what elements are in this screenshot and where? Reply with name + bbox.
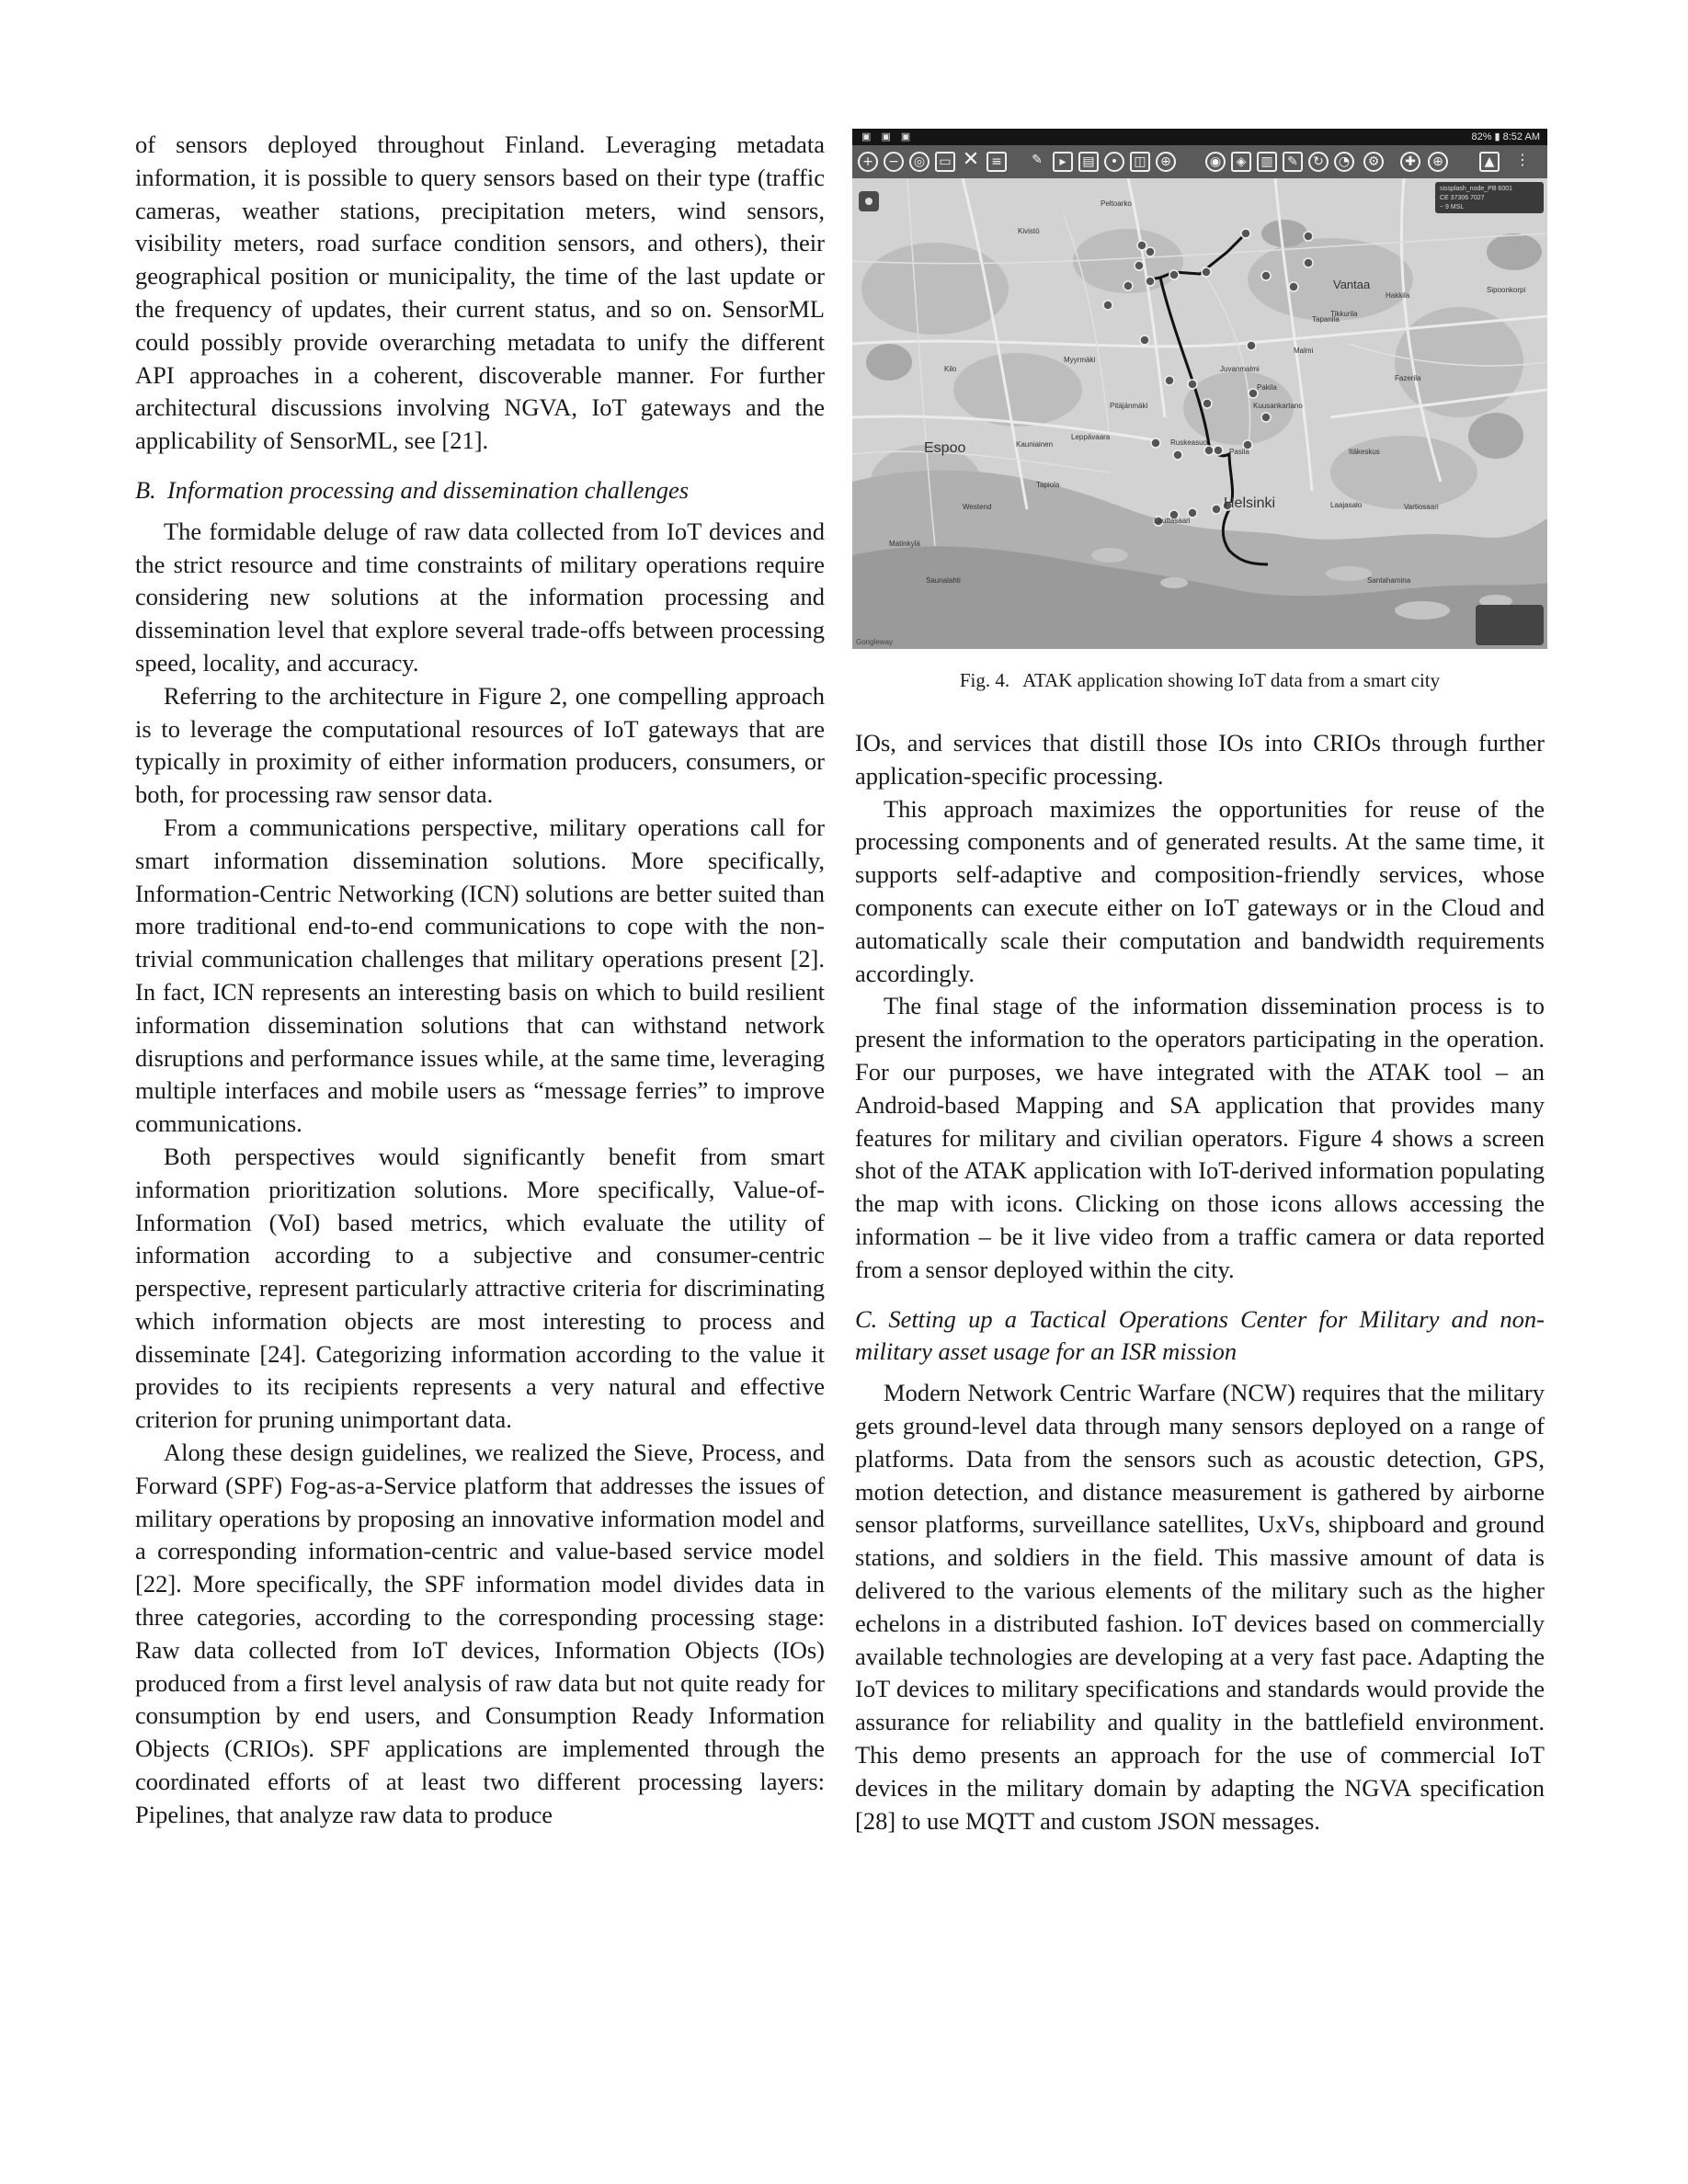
globe-icon[interactable]: ◉	[1205, 152, 1226, 172]
navigate-icon[interactable]: ⊕	[1428, 152, 1448, 172]
left-column	[135, 129, 825, 1832]
map-label: Lauttasaari	[1154, 517, 1191, 525]
map-label: Tapanila	[1312, 315, 1340, 324]
map-side-panel[interactable]	[1476, 605, 1544, 645]
map-label-espoo: Espoo	[924, 440, 966, 456]
map-label: Saunalahti	[926, 576, 961, 585]
paragraph: From a communications perspective, military operations call for smart information dissemination solutions. More specifically, Information-Centric Networking (ICN) solutions are better suited than more traditional end-to-end communications to cope with the non-trivial communication challenges that military operations present [2]. In fact, ICN represents an interesting basis on which to build resilient information dissemination solutions that can withstand network disruptions and performance issues while, at the same time, leveraging multiple interfaces and mobile users as “message ferries” to improve communications.	[135, 813, 825, 1138]
map-label: Matinkylä	[889, 540, 920, 548]
camera-icon[interactable]: ◔	[1334, 152, 1354, 172]
caption-text: ATAK application showing IoT data from a smart city	[1022, 669, 1441, 691]
map-label: Santahamina	[1367, 576, 1411, 585]
paragraph: This approach maximizes the opportunities for reuse of the processing components and of generated results. At the same time, it supports self-adaptive and composition-friendly services, whose components can execute either on IoT gateways or in the Cloud and automatically scale their computation and bandwidth requirements accordingly.	[855, 794, 1545, 987]
section-number: C.	[855, 1304, 878, 1333]
info-line: ~ 9 MSL	[1440, 204, 1465, 210]
compass-icon[interactable]: ✚	[1400, 152, 1420, 172]
section-heading-c	[855, 1303, 1545, 1370]
info-line: sissplash_node_PB 6001	[1440, 186, 1513, 192]
map-label: Peltoarko	[1101, 199, 1132, 208]
route-icon[interactable]: ↻	[1308, 152, 1329, 172]
map-view[interactable]	[852, 178, 1547, 649]
section-number: B.	[135, 475, 156, 504]
atak-toolbar	[852, 145, 1547, 178]
map-label: Kauniainen	[1016, 440, 1054, 449]
target-icon[interactable]: ⊕	[1156, 152, 1176, 172]
figure-caption	[855, 669, 1545, 692]
map-label: Fazerila	[1395, 374, 1421, 382]
paragraph: IOs, and services that distill those IOs into CRIOs through further application-specific processing.	[855, 729, 1545, 790]
status-time: 82% ▮ 8:52 AM	[1471, 131, 1540, 142]
map-label: Tapiola	[1036, 481, 1060, 489]
more-menu-icon[interactable]: ⋮	[1515, 151, 1530, 168]
map-label: Kuusankartano	[1253, 402, 1303, 410]
map-label: Pasila	[1229, 448, 1249, 456]
map-label: Tikkurila	[1330, 310, 1358, 318]
close-icon[interactable]: ✕	[962, 148, 980, 171]
menu-icon[interactable]: ≡	[987, 152, 1007, 172]
map-label: Leppävaara	[1071, 433, 1111, 441]
self-marker-info-box[interactable]	[1435, 182, 1544, 213]
caption-label: Fig. 4.	[959, 669, 1010, 691]
map-label: Malmi	[1294, 347, 1314, 355]
section-title: Setting up a Tactical Operations Center for Military and non-military asset usage for an ISR mission	[855, 1304, 1545, 1366]
paragraph: Referring to the architecture in Figure 2, one compelling approach is to leverage the computational resources of IoT gateways that are typically in proximity of either information producers, consumers, or both, for processing raw sensor data.	[135, 681, 825, 809]
paragraph: The formidable deluge of raw data collected from IoT devices and the strict resource and time constraints of military operations require considering new solutions at the information processing and dissemination level that explore several trade-offs between processing speed, locality, and accuracy.	[135, 517, 825, 677]
status-bar	[852, 129, 1547, 145]
zoom-out-icon[interactable]: −	[884, 152, 904, 172]
section-title: Information processing and dissemination challenges	[166, 475, 690, 504]
locate-icon[interactable]: ◎	[909, 152, 930, 172]
map-icon[interactable]: ▥	[1257, 152, 1277, 172]
status-icons: ▣ ▣ ▣	[861, 131, 915, 142]
paragraph: The final stage of the information dissemination process is to present the information to the operators participating in the operation. For our purposes, we have integrated with the ATAK tool – an Android-based Mapping and SA application that provides many features for military and civilian operators. Figure 4 shows a screen shot of the ATAK application with IoT-derived information populating the map with icons. Clicking on those icons allows accessing the information – be it live video from a traffic camera or data reported from a sensor deployed within the city.	[855, 992, 1545, 1283]
stack-icon[interactable]: ◈	[1231, 152, 1251, 172]
atak-screenshot-figure	[852, 129, 1547, 649]
map-label: Hakkila	[1386, 291, 1410, 300]
map-label-helsinki: Helsinki	[1224, 495, 1276, 511]
map-label: Myyrmäki	[1064, 356, 1096, 364]
map-label: Pitäjänmäki	[1110, 402, 1148, 410]
map-label: Westend	[963, 503, 992, 511]
map-label: Sipoonkorpi	[1487, 286, 1526, 294]
zoom-in-icon[interactable]: +	[858, 152, 878, 172]
paragraph: Along these design guidelines, we realized the Sieve, Process, and Forward (SPF) Fog-as-a-Service platform that addresses the issues of military operations by proposing an innovative information model and a corresponding information-centric and value-based service model [22]. More specifically, the SPF information model divides data in three categories, according to the corresponding processing stage: Raw data collected from IoT devices, Information Objects (IOs) produced from a first level analysis of raw data but not quite ready for consumption by end users, and Consumption Ready Information Objects (CRIOs). SPF applications are implemented through the coordinated efforts of at least two different processing layers: Pipelines, that analyze raw data to produce	[135, 1439, 825, 1828]
layers-icon[interactable]: ▤	[1078, 152, 1099, 172]
video-icon[interactable]: ▸	[1053, 152, 1073, 172]
map-label: Kivistö	[1018, 227, 1040, 235]
map-label: Itäkeskus	[1349, 448, 1380, 456]
paragraph: Modern Network Centric Warfare (NCW) requires that the military gets ground-level data through many sensors deployed on a range of platforms. Data from the sensors such as acoustic detection, GPS, motion detection, and distance measurement is gathered by airborne sensor platforms, surveillance satellites, UxVs, shipboard and ground stations, and soldiers in the field. This massive amount of data is delivered to the various elements of the military such as the higher echelons in a distributed fashion. IoT devices based on commercially available technologies are developing at a very fast pace. Adapting the IoT devices to military specifications and standards would provide the assurance for reliability and quality in the battlefield environment. This demo presents an approach for the use of commercial IoT devices in the military domain by adapting the NGVA specification [28] to use MQTT and custom JSON messages.	[855, 1379, 1545, 1835]
map-attribution: Gongleway	[856, 638, 894, 646]
settings-icon[interactable]: ⚙	[1363, 152, 1384, 172]
map-label: Kilo	[944, 365, 957, 373]
image-icon[interactable]: ▲	[1479, 152, 1500, 172]
paragraph: Both perspectives would significantly benefit from smart information prioritization solutions. More specifically, Value-of-Information (VoI) based metrics, which evaluate the utility of information according to a subjective and consumer-centric perspective, represent particularly attractive criteria for discriminating which information objects are most interesting to process and disseminate [24]. Categorizing information according to the value it provides to its recipients represents a very natural and effective criterion for pruning unimportant data.	[135, 1142, 825, 1434]
map-label: Vartiosaari	[1404, 503, 1439, 511]
draw-icon[interactable]: ✎	[1032, 153, 1043, 167]
north-compass-icon[interactable]	[859, 191, 879, 211]
right-column	[855, 129, 1545, 1837]
info-line: CE 37306 7027	[1440, 195, 1485, 201]
map-label-vantaa: Vantaa	[1333, 278, 1371, 291]
map-label: Laajasalo	[1330, 501, 1363, 509]
folder-icon[interactable]: ▭	[935, 152, 955, 172]
edit-icon[interactable]: ✎	[1283, 152, 1303, 172]
overlay-icon[interactable]: ◫	[1130, 152, 1150, 172]
paragraph: of sensors deployed throughout Finland. Leveraging metadata information, it is possible to query sensors based on their type (traffic cameras, weather stations, precipitation meters, wind sensors, visibility meters, road surface condition sensors, and others), their geographical position or municipality, the time of the last update or the frequency of updates, their current status, and so on. SensorML could possibly provide overarching metadata to unify the different API approaches in a coherent, discoverable manner. For further architectural discussions involving NGVA, IoT gateways and the applicability of SensorML, see [21].	[135, 131, 825, 455]
section-heading-b	[135, 474, 825, 507]
map-label: Juvanmalmi	[1220, 365, 1260, 373]
map-label: Pakila	[1257, 383, 1277, 392]
map-label: Ruskeasuo	[1170, 438, 1208, 447]
pin-icon[interactable]: •	[1104, 152, 1124, 172]
